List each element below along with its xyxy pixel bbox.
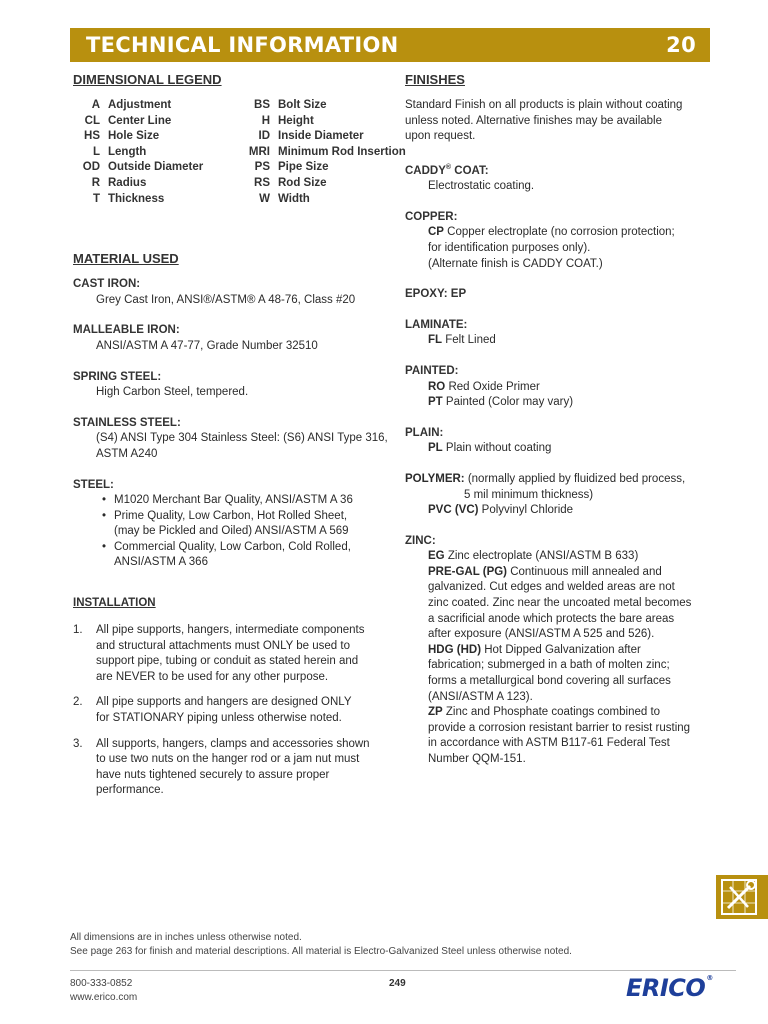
legend-abbr: H [261, 114, 270, 127]
caddy-coat-block [405, 160, 715, 195]
caddy-coat-title: CADDY® COAT: [405, 163, 489, 177]
legend-abbr: ID [258, 130, 270, 143]
legend-abbr: MRI [248, 145, 270, 158]
stainless-steel-block [73, 416, 393, 463]
legend-term: Thickness [108, 192, 165, 205]
legend-term: Outside Diameter [108, 161, 204, 174]
legend-abbr: HS [84, 130, 100, 143]
legend-abbr: A [91, 99, 100, 111]
legend-abbr: L [92, 145, 100, 158]
cast-iron-title: CAST IRON: [73, 278, 141, 291]
malleable-iron-block [73, 323, 393, 354]
polymer-title: POLYMER: [405, 472, 465, 485]
laminate-block: LAMINATE: FL Felt Lined [405, 318, 715, 349]
painted-block: PAINTED: RO Red Oxide Primer PT Painted (Color may vary) [405, 364, 715, 411]
footer-note: See page 263 for finish and material descriptions. All material is Electro-Galvanized Steel unless otherwise noted. [70, 945, 572, 957]
section-banner [70, 28, 710, 62]
page-title: TECHNICAL INFORMATION [86, 33, 399, 57]
list-item: 3. All supports, hangers, clamps and accessories shown to use two nuts on the hanger rod or a jam nut must have nuts tightened securely to assure proper performance. [73, 737, 370, 797]
left-column [73, 72, 406, 809]
section-tab [716, 875, 768, 919]
legend-term: Length [108, 145, 147, 158]
painted-title: PAINTED: [405, 364, 459, 377]
stainless-steel-title: STAINLESS STEEL: [73, 416, 181, 429]
legend-term: Height [278, 114, 314, 127]
phone-number: 800-333-0852 [70, 978, 133, 989]
spring-steel-text: High Carbon Steel, tempered. [96, 386, 249, 399]
copper-title: COPPER: [405, 210, 458, 223]
legend-heading: DIMENSIONAL LEGEND [73, 72, 222, 87]
wrench-tools-icon [716, 875, 768, 919]
dimensional-legend [73, 98, 406, 207]
cast-iron-block [73, 277, 393, 308]
legend-term: Width [278, 192, 310, 205]
polymer-block: POLYMER: (normally applied by fluidized bed process, 5 mil minimum thickness) PVC (VC) Polyvinyl Chloride [405, 472, 686, 517]
copper-block: COPPER: CP Copper electroplate (no corrosion protection; for identification purposes only). (Alternate finish is CADDY COAT.) [405, 210, 715, 272]
legend-term: Center Line [108, 114, 172, 127]
spring-steel-block [73, 370, 393, 401]
footer-contact [70, 977, 137, 1004]
installation-list [73, 623, 393, 799]
legend-term: Pipe Size [278, 161, 329, 174]
legend-abbr: OD [82, 161, 100, 174]
finishes-heading: FINISHES [405, 72, 465, 87]
legend-abbr: W [259, 192, 270, 205]
stainless-steel-text: ASTM A240 [96, 447, 158, 460]
list-item: 1. All pipe supports, hangers, intermediate components and structural attachments must ONLY be used to support pipe, tubing or conduit as stated herein and are NEVER to be used for any other purpose. [73, 624, 365, 683]
list-item: • Commercial Quality, Low Carbon, Cold Rolled, ANSI/ASTM A 366 [105, 540, 393, 571]
footer-notes [70, 931, 572, 958]
section-number: 20 [666, 33, 696, 57]
epoxy-block [405, 287, 715, 303]
plain-block: PLAIN: PL Plain without coating [405, 426, 715, 457]
plain-title: PLAIN: [405, 426, 444, 439]
legend-abbr: CL [84, 114, 100, 127]
legend-term: Hole Size [108, 130, 160, 143]
list-item: 2. All pipe supports and hangers are designed ONLY for STATIONARY piping unless otherwise noted. [73, 696, 352, 725]
legend-term: Inside Diameter [278, 130, 364, 143]
list-item: • M1020 Merchant Bar Quality, ANSI/ASTM A 36 [105, 493, 393, 509]
zinc-title: ZINC: [405, 534, 436, 547]
legend-term: Rod Size [278, 176, 327, 189]
malleable-iron-text: ANSI/ASTM A 47-77, Grade Number 32510 [96, 339, 318, 352]
legend-abbr: R [91, 176, 100, 189]
list-item: • Prime Quality, Low Carbon, Hot Rolled Sheet, (may be Pickled and Oiled) ANSI/ASTM A 569 [105, 509, 393, 540]
stainless-steel-text: (S4) ANSI Type 304 Stainless Steel: (S6) ANSI Type 316, [96, 432, 388, 445]
legend-abbr: RS [254, 176, 270, 189]
steel-block [73, 478, 393, 572]
zinc-block: ZINC: EG Zinc electroplate (ANSI/ASTM B 633) PRE-GAL (PG) Continuous mill annealed and galvanized. Cut edges and welded areas are not zinc coated. Zinc near the uncoated metal becomes a sacrificial anode which protects the bare areas after exposure (ANSI/ASTM A 525 and 526). HDG (HD) Hot Dipped Galvanization after fabrication; submerged in a bath of molten zinc; forms a metallurgical bond covering all surfaces (ANSI/ASTM A 123). ZP Zinc and Phosphate coatings combined to provide a corrosion resistant barrier to resist rusting in accordance with ASTM B117-61 Federal Test Number QQM-151. [405, 534, 715, 768]
erico-logo: ERICO® [626, 974, 713, 1002]
legend-abbr: PS [254, 161, 270, 174]
footer-note: All dimensions are in inches unless otherwise noted. [70, 932, 302, 943]
steel-title: STEEL: [73, 478, 114, 491]
finishes-intro: Standard Finish on all products is plain without coating unless noted. Alternative finishes may be available upon request. [405, 99, 683, 143]
caddy-coat-text: Electrostatic coating. [428, 180, 535, 193]
footer-divider [70, 970, 736, 971]
right-column [405, 72, 715, 783]
spring-steel-title: SPRING STEEL: [73, 370, 162, 383]
epoxy-title: EPOXY: EP [405, 288, 467, 301]
steel-list [73, 493, 393, 571]
legend-term: Adjustment [108, 99, 172, 111]
legend-term: Radius [108, 176, 147, 189]
legend-abbr: BS [254, 99, 270, 111]
cast-iron-text: Grey Cast Iron, ANSI®/ASTM® A 48-76, Class #20 [96, 293, 356, 306]
material-heading: MATERIAL USED [73, 251, 179, 267]
page-number: 249 [389, 978, 406, 989]
malleable-iron-title: MALLEABLE IRON: [73, 324, 180, 337]
legend-term: Bolt Size [278, 99, 327, 111]
legend-term: Minimum Rod Insertion [278, 145, 406, 158]
legend-abbr: T [92, 192, 100, 205]
installation-heading: INSTALLATION [73, 597, 156, 610]
laminate-title: LAMINATE: [405, 318, 468, 331]
website-link[interactable]: www.erico.com [70, 991, 138, 1003]
